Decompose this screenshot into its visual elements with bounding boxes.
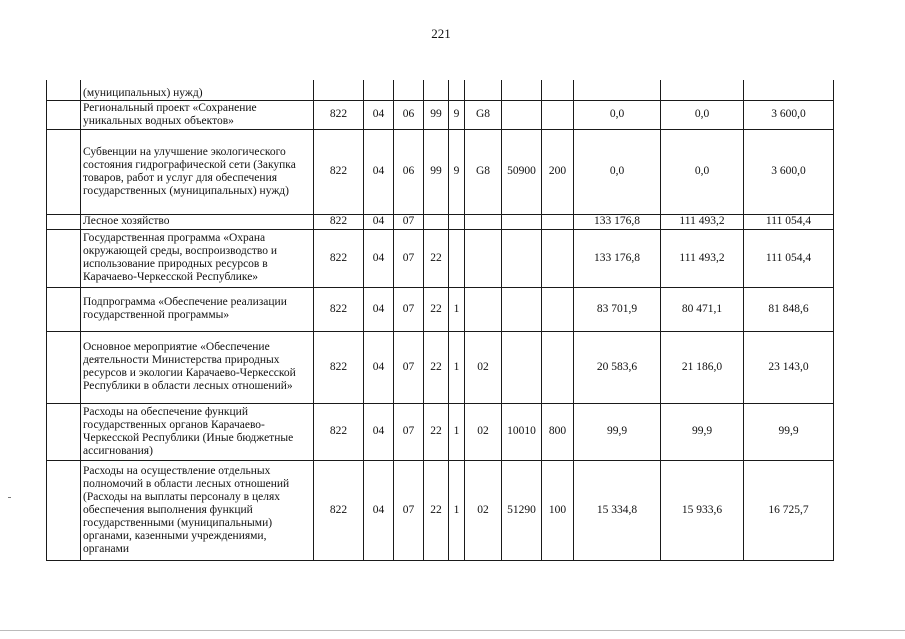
row-amount-year1: 133 176,8 xyxy=(574,229,661,287)
row-target-event: G8 xyxy=(465,100,502,129)
row-index-cell xyxy=(47,331,81,403)
table-row xyxy=(47,460,834,560)
row-amount-year3: 111 054,4 xyxy=(744,214,834,229)
row-index-cell xyxy=(47,80,81,100)
row-section-code: 04 xyxy=(364,100,394,129)
table-row xyxy=(47,80,834,100)
row-admin-code: 822 xyxy=(314,214,364,229)
row-target-subprogram: 1 xyxy=(449,403,465,460)
row-target-direction: 10010 xyxy=(502,403,542,460)
row-index-cell xyxy=(47,100,81,129)
row-target-direction: 51290 xyxy=(502,460,542,560)
row-section-code: 04 xyxy=(364,229,394,287)
row-expense-type xyxy=(542,287,574,331)
row-subsection-code: 07 xyxy=(394,331,424,403)
row-amount-year3: 3 600,0 xyxy=(744,129,834,214)
row-section-code: 04 xyxy=(364,214,394,229)
row-admin-code xyxy=(314,80,364,100)
row-subsection-code: 06 xyxy=(394,100,424,129)
table-row xyxy=(47,129,834,214)
row-target-program: 99 xyxy=(424,100,449,129)
scan-mark xyxy=(8,497,11,498)
row-index-cell xyxy=(47,229,81,287)
row-amount-year2 xyxy=(661,80,744,100)
row-subsection-code: 07 xyxy=(394,287,424,331)
row-amount-year2: 0,0 xyxy=(661,100,744,129)
row-name: Подпрограмма «Обеспечение реализации государственной программы» xyxy=(81,287,314,331)
row-target-program: 22 xyxy=(424,287,449,331)
row-amount-year1: 15 334,8 xyxy=(574,460,661,560)
row-amount-year3: 16 725,7 xyxy=(744,460,834,560)
row-name: Основное мероприятие «Обеспечение деятельности Министерства природных ресурсов и экологии Карачаево-Черкесской Республики в области лесных отношений» xyxy=(81,331,314,403)
row-amount-year1: 20 583,6 xyxy=(574,331,661,403)
row-target-subprogram: 1 xyxy=(449,331,465,403)
row-index-cell xyxy=(47,129,81,214)
row-amount-year2: 111 493,2 xyxy=(661,229,744,287)
row-target-program: 99 xyxy=(424,129,449,214)
row-name: Государственная программа «Охрана окружающей среды, воспроизводство и использование природных ресурсов в Карачаево-Черкесской Республике» xyxy=(81,229,314,287)
row-target-event xyxy=(465,80,502,100)
table-row xyxy=(47,229,834,287)
row-section-code: 04 xyxy=(364,331,394,403)
row-target-subprogram: 1 xyxy=(449,287,465,331)
row-admin-code: 822 xyxy=(314,403,364,460)
row-target-event xyxy=(465,214,502,229)
row-subsection-code: 07 xyxy=(394,403,424,460)
page-number: 221 xyxy=(431,26,451,41)
row-admin-code: 822 xyxy=(314,331,364,403)
row-expense-type xyxy=(542,229,574,287)
row-admin-code: 822 xyxy=(314,287,364,331)
row-section-code: 04 xyxy=(364,403,394,460)
row-subsection-code xyxy=(394,80,424,100)
row-index-cell xyxy=(47,287,81,331)
row-target-subprogram: 1 xyxy=(449,460,465,560)
row-target-event: 02 xyxy=(465,403,502,460)
row-amount-year3: 111 054,4 xyxy=(744,229,834,287)
row-expense-type: 100 xyxy=(542,460,574,560)
row-admin-code: 822 xyxy=(314,129,364,214)
row-amount-year3: 3 600,0 xyxy=(744,100,834,129)
row-subsection-code: 07 xyxy=(394,229,424,287)
row-name: Региональный проект «Сохранение уникальных водных объектов» xyxy=(81,100,314,129)
table-row xyxy=(47,331,834,403)
row-amount-year1: 83 701,9 xyxy=(574,287,661,331)
row-target-program xyxy=(424,214,449,229)
row-amount-year1 xyxy=(574,80,661,100)
table-row xyxy=(47,214,834,229)
row-amount-year3 xyxy=(744,80,834,100)
row-amount-year2: 0,0 xyxy=(661,129,744,214)
row-target-program: 22 xyxy=(424,229,449,287)
row-admin-code: 822 xyxy=(314,100,364,129)
row-admin-code: 822 xyxy=(314,460,364,560)
row-name: (муниципальных) нужд) xyxy=(81,80,314,100)
row-amount-year2: 15 933,6 xyxy=(661,460,744,560)
row-target-direction xyxy=(502,100,542,129)
scan-edge-line xyxy=(0,630,905,631)
row-amount-year2: 111 493,2 xyxy=(661,214,744,229)
row-section-code: 04 xyxy=(364,460,394,560)
row-index-cell xyxy=(47,460,81,560)
row-target-event xyxy=(465,287,502,331)
row-target-subprogram xyxy=(449,214,465,229)
row-admin-code: 822 xyxy=(314,229,364,287)
row-amount-year1: 0,0 xyxy=(574,100,661,129)
row-subsection-code: 07 xyxy=(394,460,424,560)
row-expense-type: 200 xyxy=(542,129,574,214)
table-row xyxy=(47,287,834,331)
row-target-subprogram: 9 xyxy=(449,100,465,129)
row-target-direction xyxy=(502,287,542,331)
row-expense-type xyxy=(542,331,574,403)
row-amount-year1: 133 176,8 xyxy=(574,214,661,229)
row-target-event: G8 xyxy=(465,129,502,214)
row-section-code: 04 xyxy=(364,129,394,214)
row-amount-year2: 21 186,0 xyxy=(661,331,744,403)
row-target-direction xyxy=(502,229,542,287)
row-amount-year1: 0,0 xyxy=(574,129,661,214)
budget-table xyxy=(46,80,834,561)
row-amount-year1: 99,9 xyxy=(574,403,661,460)
row-subsection-code: 06 xyxy=(394,129,424,214)
row-name: Расходы на осуществление отдельных полномочий в области лесных отношений (Расходы на выплаты персоналу в целях обеспечения выполнения функций государственными (муниципальными) органами, казенными учреждениями, органами xyxy=(81,460,314,560)
row-target-event xyxy=(465,229,502,287)
row-section-code: 04 xyxy=(364,287,394,331)
row-amount-year2: 80 471,1 xyxy=(661,287,744,331)
row-name: Субвенции на улучшение экологического состояния гидрографической сети (Закупка товаров, работ и услуг для обеспечения государственных (муниципальных) нужд) xyxy=(81,129,314,214)
row-name: Лесное хозяйство xyxy=(81,214,314,229)
row-target-event: 02 xyxy=(465,331,502,403)
row-subsection-code: 07 xyxy=(394,214,424,229)
row-name: Расходы на обеспечение функций государственных органов Карачаево-Черкесской Республики (Иные бюджетные ассигнования) xyxy=(81,403,314,460)
row-target-subprogram xyxy=(449,80,465,100)
row-target-program xyxy=(424,80,449,100)
row-expense-type: 800 xyxy=(542,403,574,460)
row-target-direction xyxy=(502,80,542,100)
row-target-subprogram xyxy=(449,229,465,287)
row-expense-type xyxy=(542,214,574,229)
row-target-subprogram: 9 xyxy=(449,129,465,214)
row-target-direction xyxy=(502,214,542,229)
row-expense-type xyxy=(542,80,574,100)
row-target-direction xyxy=(502,331,542,403)
row-target-program: 22 xyxy=(424,331,449,403)
row-expense-type xyxy=(542,100,574,129)
row-index-cell xyxy=(47,403,81,460)
table-row xyxy=(47,100,834,129)
row-index-cell xyxy=(47,214,81,229)
row-amount-year2: 99,9 xyxy=(661,403,744,460)
row-target-direction: 50900 xyxy=(502,129,542,214)
row-amount-year3: 23 143,0 xyxy=(744,331,834,403)
table-row xyxy=(47,403,834,460)
row-amount-year3: 81 848,6 xyxy=(744,287,834,331)
row-section-code xyxy=(364,80,394,100)
row-amount-year3: 99,9 xyxy=(744,403,834,460)
row-target-event: 02 xyxy=(465,460,502,560)
row-target-program: 22 xyxy=(424,403,449,460)
row-target-program: 22 xyxy=(424,460,449,560)
